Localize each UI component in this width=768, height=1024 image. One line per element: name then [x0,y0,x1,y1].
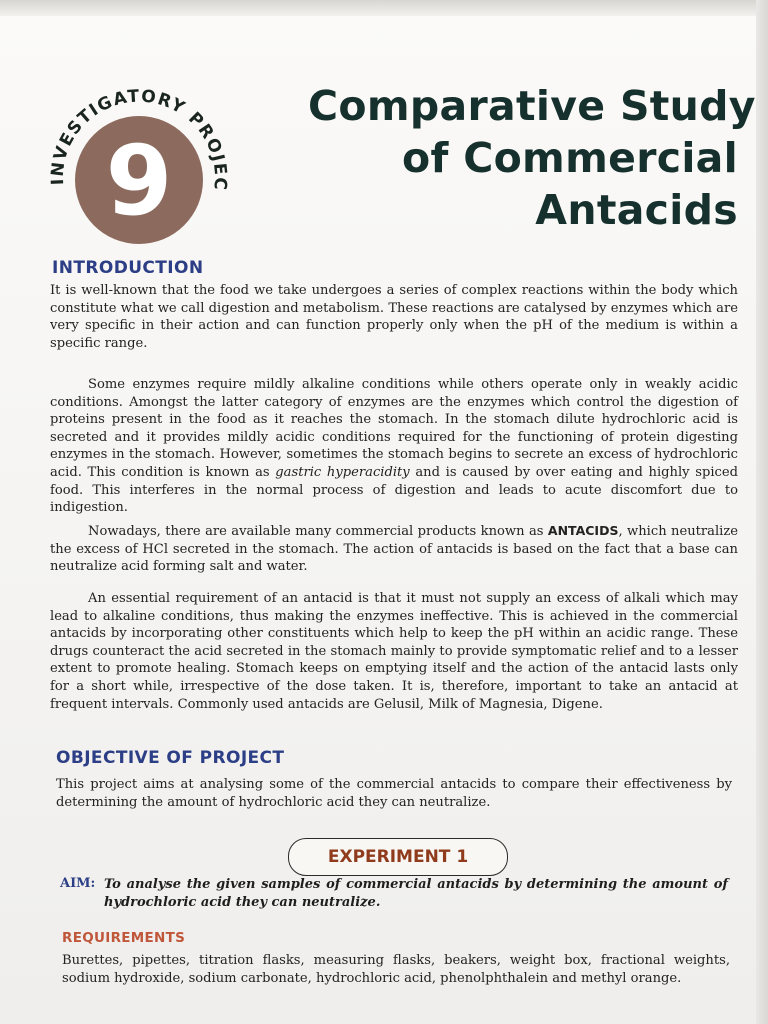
title-line-3: Antacids [535,186,738,234]
intro-p4-text: An essential requirement of an antacid is that it must not supply an excess of alkali which may lead to alkaline conditions, thus making the enzymes ineffective. This is achieved in the commercial antacids by incorporating other constituents which help to keep the pH within an acidic range. These drugs counteract the acid secreted in the stomach mainly to provide symptomatic relief and to a lesser extent to promote healing. Stomach keeps on emptying itself and the action of the antacid lasts only for a short while, irrespective of the dose taken. It is, therefore, important to take an antacid at frequent intervals. Commonly used antacids are Gelusil, Milk of Magnesia, Digene. [50,591,738,712]
aim-text: To analyse the given samples of commercial antacids by determining the amount of hydrochloric acid they can neutralize. [104,877,728,910]
experiment-label: EXPERIMENT 1 [327,847,469,867]
aim-label: AIM: [60,876,96,891]
intro-paragraph-4 [50,590,738,713]
intro-p3-term: ANTACIDS [547,523,619,538]
intro-p3-text-start: Nowadays, there are available many commercial products known as [88,524,548,539]
project-badge-graphic [42,72,238,246]
requirements-paragraph: Burettes, pipettes, titration flasks, measuring flasks, beakers, weight box, fractional weights, sodium hydroxide, sodium carbonate, hydrochloric acid, phenolphthalein and methyl orange. [62,953,730,986]
title-line-1: Comparative Study [308,82,756,130]
intro-paragraph-3 [50,522,738,576]
title-line-2: of Commercial [402,134,738,182]
requirements-heading: REQUIREMENTS [62,930,186,946]
intro-p2-text-start: Some enzymes require mildly alkaline conditions while others operate only in weakly acidic conditions. Amongst the latter category of enzymes are the enzymes which control the digestion of proteins present in the food as it reaches the stomach. In the stomach dilute hydrochloric acid is secreted and it provides mildly acidic conditions required for the functioning of protein digesting enzymes in the stomach. However, sometimes the stomach begins to secrete an excess of hydrochloric acid. This condition is known as [50,377,738,480]
project-badge [42,72,238,246]
badge-arc-label: INVESTIGATORY PROJEC [47,86,231,192]
intro-paragraph-1: It is well-known that the food we take undergoes a series of complex reactions within the body which constitute what we call digestion and metabolism. These reactions are catalysed by enzymes which are very specific in their action and can function properly only when the pH of the medium is within a specific range. [50,283,738,351]
objective-heading: OBJECTIVE OF PROJECT [56,748,285,768]
intro-p2-text-end: and is caused by over eating and highly spiced food. This interferes in the normal process of digestion and leads to acute discomfort due to indigestion. [50,464,738,516]
intro-paragraph-2 [50,376,738,517]
objective-paragraph: This project aims at analysing some of the commercial antacids to compare their effectiveness by determining the amount of hydrochloric acid they can neutralize. [56,777,732,810]
intro-p3-text-end: , which neutralize the excess of HCl secreted in the stomach. The action of antacids is based on the fact that a base can neutralize acid forming salt and water. [50,524,738,575]
page-top-shadow [0,0,768,16]
page-title [308,80,756,236]
introduction-heading: INTRODUCTION [52,258,204,278]
badge-number: 9 [105,125,173,237]
page-right-edge [756,0,768,1024]
intro-p2-term: gastric hyperacidity [275,464,410,480]
experiment-label-box [288,838,508,876]
